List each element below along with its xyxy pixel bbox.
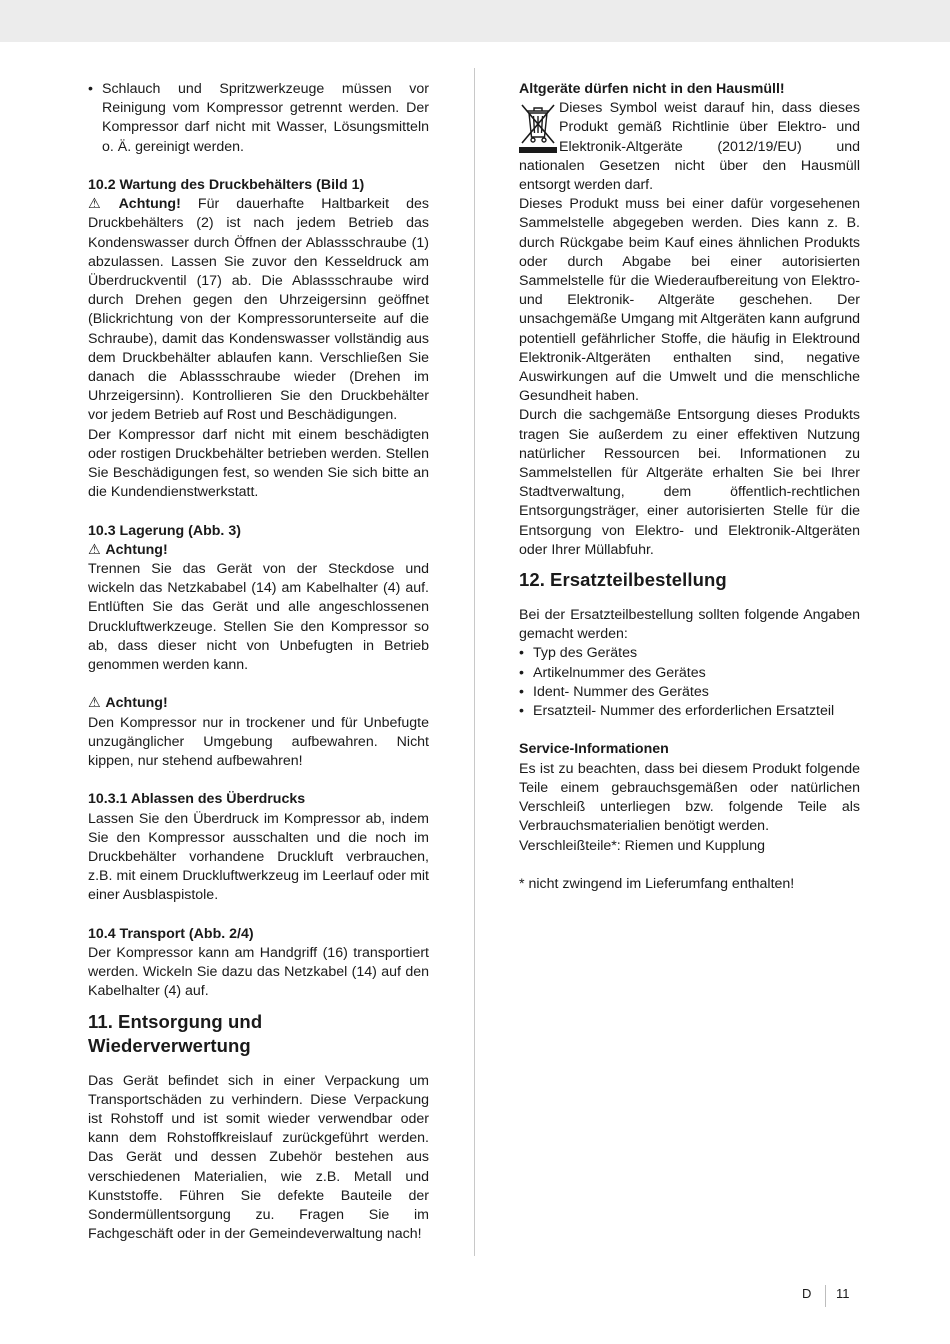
para-10-2-b: Der Kompressor darf nicht mit einem beschädigten oder rostigen Druckbehälter betrieben werden. Stellen Sie Beschädigungen fest, so wenden Sie sich bitte an die Kundendienstwerkstatt.: [88, 426, 429, 501]
heading-12-title: Ersatzteilbestellung: [550, 569, 727, 591]
para-10-4: Der Kompressor kann am Handgriff (16) transportiert werden. Wickeln Sie dazu das Netzkabel (14) auf den Kabelhalter (4) auf.: [88, 945, 429, 1000]
heading-11-number: 11.: [88, 1010, 113, 1032]
para-10-2: [88, 195, 429, 425]
heading-12-number: 12.: [519, 569, 546, 591]
intro-list: [88, 80, 429, 157]
heading-service: Service-Informationen: [519, 741, 669, 758]
list-item: • Ersatzteil- Nummer des erforderlichen Ersatzteil: [519, 702, 860, 721]
list-item: • Ident- Nummer des Gerätes: [519, 683, 860, 702]
warning-triangle-icon: ⚠: [88, 541, 101, 558]
heading-12: [519, 568, 860, 592]
warning-triangle-icon: ⚠: [88, 695, 101, 712]
para-service-wear: Verschleißteile*: Riemen und Kupplung: [519, 837, 766, 854]
warning-label: Achtung!: [118, 196, 181, 213]
warning-label: Achtung!: [105, 695, 168, 712]
warning-10-3-b: [88, 694, 429, 713]
intro-bullet: • Schlauch und Spritzwerkzeuge müssen vor Reinigung vom Kompressor getrennt werden. Der Kompressor darf nicht mit Wasser, Lösungsmitteln o. Ä. gereinigt werden.: [88, 80, 429, 157]
para-10-3-1: Lassen Sie den Überdruck im Kompressor ab, indem Sie den Kompressor ausschalten und die noch im Druckbehälter vorhandene Druckluft verbrauchen, z.B. mit einem Druckluftwerkzeug im Leerlauf oder mit einer Ausblaspistole.: [88, 810, 429, 904]
warning-label: Achtung!: [105, 541, 168, 558]
list-item: • Artikelnummer des Gerätes: [519, 664, 860, 683]
top-bar: [0, 0, 950, 42]
para-12: Bei der Ersatzteilbestellung sollten folgende Angaben gemacht werden:: [519, 607, 860, 643]
para-weee-2: Dieses Produkt muss bei einer dafür vorgesehenen Sammelstelle abgegeben werden. Dies kann z. B. durch Rückgabe beim Kauf eines ähnlichen Produkts oder durch Abgabe bei einer autorisierten Sammelstelle für die Wiederaufbereitung von Elektro- und Elektronik- Altgeräte geschehen. Der unsachgemäße Umgang mit Altgeräten kann aufgrund potentiell gefährlicher Stoffe, die häufig in Elektround Elektronik-Altgeräten enthalten sind, negative Auswirkungen auf die Umwelt und die menschliche Gesundheit haben.: [519, 196, 860, 405]
list-item: • Typ des Gerätes: [519, 644, 860, 663]
para-10-2-text: Für dauerhafte Haltbarkeit des Druckbehälters (2) ist nach jedem Betrieb das Kondenswasser durch Öffnen der Ablassschraube (1) abzulassen. Lassen Sie zuvor den Kesseldruck am Überdruckventil (17) ab. Die Ablassschraube wird durch Drehen gegen den Uhrzeigersinn geöffnet (Blickrichtung von der Kompressorunterseite auf die Schraube), damit das Kondenswasser vollständig aus dem Druckbehälter ablaufen kann. Verschließen Sie danach die Ablassschraube wieder (Drehen im Uhrzeigersinn). Kontrollieren Sie den Druckbehälter vor jedem Betrieb auf Rost und Beschädigungen.: [88, 196, 429, 424]
right-column: [519, 80, 860, 894]
warning-10-3: [88, 541, 429, 560]
warning-triangle-icon: ⚠: [88, 196, 101, 213]
para-10-3-b: Den Kompressor nur in trockener und für Unbefugte unzugänglicher Umgebung aufbewahren. Nicht kippen, nur stehend aufbewahren!: [88, 714, 429, 770]
para-weee: Dieses Symbol weist darauf hin, dass dieses Produkt gemäß Richtlinie über Elektro- und Elektronik-Altgeräte (2012/19/EU) und nationalen Gesetzen nicht über den Hausmüll entsorgt werden darf.: [519, 100, 860, 194]
crossed-out-wheelie-bin-icon: [519, 101, 559, 153]
heading-10-3-1: 10.3.1 Ablassen des Überdrucks: [88, 791, 306, 808]
footer-separator: [825, 1285, 826, 1307]
left-column: [88, 80, 429, 1245]
para-11: Das Gerät befindet sich in einer Verpackung um Transportschäden zu verhindern. Diese Verpackung ist Rohstoff und ist somit wieder verwendbar oder kann dem Rohstoffkreislauf zurückgeführt werden. Das Gerät und dessen Zubehör bestehen aus verschiedenen Materialien, wie z.B. Metall und Kunststoffe. Führen Sie defekte Bauteile der Sondermüllentsorgung zu. Fragen Sie im Fachgeschäft oder in der Gemeindeverwaltung nach!: [88, 1072, 429, 1243]
para-weee-3: Durch die sachgemäße Entsorgung dieses Produkts tragen Sie außerdem zu einer effektiven Nutzung natürlicher Ressourcen bei. Informationen zu Sammelstellen für Altgeräte erhalten Sie bei Ihrer Stadtverwaltung, dem öffentlich-rechtlichen Entsorgungsträger, einer autorisierten Stelle für die Entsorgung von Elektro- und Elektronik-Altgeräten oder Ihrer Müllabfuhr.: [519, 407, 860, 558]
para-service-note: * nicht zwingend im Lieferumfang enthalten!: [519, 875, 795, 892]
para-10-3: Trennen Sie das Gerät von der Steckdose und wickeln das Netzkababel (14) am Kabelhalter (4) auf. Entlüften Sie das Gerät und alle angeschlossenen Druckluftwerkzeuge. Stellen Sie den Kompressor so ab, dass dieser nicht von Unbefugten in Betrieb genommen werden kann.: [88, 561, 429, 674]
page-number: 11: [836, 1286, 850, 1301]
para-service: Es ist zu beachten, dass bei diesem Produkt folgende Teile einem gebrauchsgemäßen oder natürlichen Verschleiß unterliegen bzw. folgende Teile als Verbrauchsmaterialien benötigt werden.: [519, 760, 860, 835]
heading-11: [88, 1010, 429, 1058]
column-divider: [474, 68, 475, 1256]
spare-parts-list: [519, 644, 860, 721]
footer-language: D: [802, 1286, 812, 1301]
heading-10-4: 10.4 Transport (Abb. 2/4): [88, 925, 254, 942]
heading-11-title: Entsorgung und Wiederverwertung: [88, 1010, 263, 1056]
heading-10-2: 10.2 Wartung des Druckbehälters (Bild 1): [88, 177, 365, 193]
heading-10-3: 10.3 Lagerung (Abb. 3): [88, 522, 241, 539]
heading-weee: Altgeräte dürfen nicht in den Hausmüll!: [519, 81, 785, 97]
